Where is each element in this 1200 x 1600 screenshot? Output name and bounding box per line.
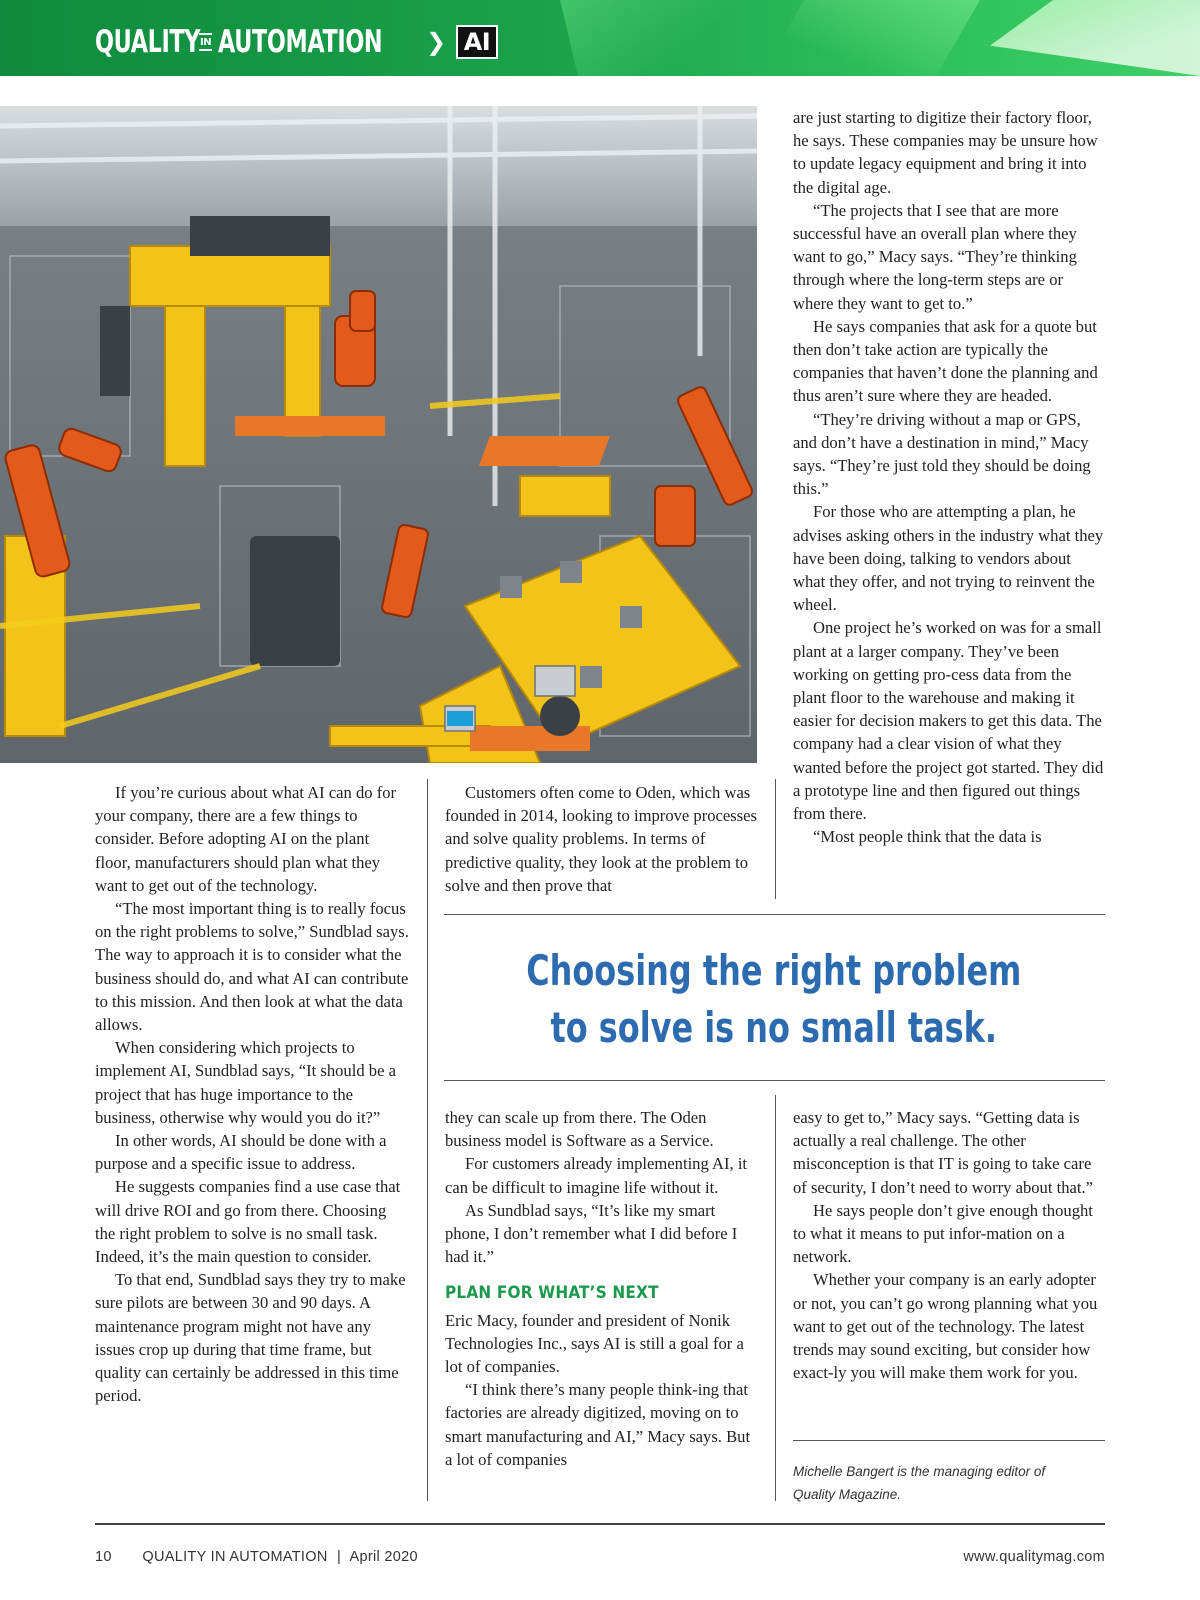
website-link[interactable]: www.qualitymag.com [963, 1549, 1105, 1565]
issue-date: April 2020 [349, 1549, 418, 1565]
paragraph: If you’re curious about what AI can do for your company, there are a few things to consider. Before adopting AI on the plant floor, manufacturers should plan what they want to get out of the technology. [95, 783, 397, 895]
footer-left [95, 1549, 418, 1565]
bio-rule [793, 1440, 1105, 1441]
paragraph: One project he’s worked on was for a small plant at a larger company. They’ve been working on getting pro-cess data from the plant floor to the warehouse and making it easier for decision makers to get this data. The company had a clear vision of what they wanted before the project got started. They did a prototype line and then figured out things from there. [793, 618, 1104, 824]
header-decoration [560, 0, 740, 76]
page-number: 10 [95, 1549, 112, 1565]
footer-rule [95, 1523, 1105, 1525]
column-divider [775, 1095, 776, 1501]
paragraph: As Sundblad says, “It’s like my smart phone, I don’t remember what I did before I had it.” [445, 1200, 738, 1267]
paragraph: He says companies that ask for a quote but then don’t take action are typically the companies that haven’t done the planning and thus aren’t sure where they are headed. [793, 316, 1098, 406]
pull-quote-line: Choosing the right problem [526, 946, 1022, 995]
paragraph: “Most people think that the data is [813, 827, 1042, 847]
paragraph: easy to get to,” Macy says. “Getting data is actually a real challenge. The other misconception is that IT is going to take care of security, I don’t need to worry about that.” [793, 1108, 1093, 1197]
chevron-right-icon: ❯ [426, 28, 446, 56]
paragraph: Whether your company is an early adopter or not, you can’t go wrong planning what you want to get out of the technology. The latest trends may sound exciting, but consider how exact-ly you will make them work for you. [793, 1270, 1098, 1383]
paragraph: “They’re driving without a map or GPS, and don’t have a destination in mind,” Macy says. “They’re just told they should be doing this.” [793, 409, 1091, 499]
paragraph: In other words, AI should be done with a purpose and a specific issue to address. [95, 1131, 387, 1174]
footer-right [963, 1549, 1105, 1565]
pullquote-rule-top [444, 914, 1105, 915]
column-middle-top [445, 781, 757, 897]
header-decoration [760, 0, 980, 76]
pullquote-rule-bottom [444, 1080, 1105, 1081]
brand-automation: AUTOMATION [218, 24, 383, 60]
paragraph: “The projects that I see that are more successful have an overall plan where they want to go,” Macy says. “They’re thinking through where the long-term steps are or where they want to get to.” [793, 200, 1077, 313]
author-bio [793, 1460, 1093, 1506]
paragraph: are just starting to digitize their factory floor, he says. These companies may be unsure how to update legacy equipment and bring it into the digital age. [793, 108, 1098, 197]
brand-in: IN [199, 33, 212, 51]
header-decoration [990, 0, 1200, 76]
factory-robot-line-photo [0, 106, 757, 763]
section-brand [95, 22, 498, 62]
column-divider [427, 779, 428, 1501]
section-subhead: PLAN FOR WHAT’S NEXT [445, 1283, 659, 1304]
section-tag: AI [456, 25, 499, 59]
paragraph: Eric Macy, founder and president of Nonik Technologies Inc., says AI is still a goal for a lot of companies. [445, 1310, 744, 1377]
column-divider [775, 779, 776, 899]
pull-quote [444, 942, 1104, 1056]
paragraph: He suggests companies find a use case that will drive ROI and go from there. Choosing the right problem to solve is no small task. Indeed, it’s the main question to consider. [95, 1177, 401, 1267]
column-right-bottom [793, 1106, 1105, 1384]
paragraph: When considering which projects to implement AI, Sundblad says, “It should be a project that has huge importance to the business, otherwise why would you do it?” [95, 1038, 396, 1127]
column-right-top [793, 106, 1105, 849]
paragraph: they can scale up from there. The Oden business model is Software as a Service. [445, 1108, 714, 1151]
column-left [95, 781, 409, 1407]
bio-line: Quality Magazine. [793, 1487, 902, 1502]
paragraph: Customers often come to Oden, which was founded in 2014, looking to improve processes and solve quality problems. In terms of predictive quality, they look at the problem to solve and then prove that [445, 783, 758, 895]
header-band [0, 0, 1200, 76]
paragraph: For customers already implementing AI, it can be difficult to imagine life without it. [445, 1154, 748, 1197]
column-middle-bottom [445, 1106, 757, 1471]
brand-quality: QUALITY [95, 24, 201, 60]
bio-line: Michelle Bangert is the managing editor of [793, 1464, 1046, 1479]
paragraph: “I think there’s many people think-ing that factories are already digitized, moving on to smart manufacturing and AI,” Macy says. But a lot of companies [445, 1380, 751, 1469]
factory-photo [0, 106, 757, 763]
paragraph: He says people don’t give enough thought to what it means to put infor-mation on a network. [793, 1200, 1093, 1267]
paragraph: For those who are attempting a plan, he advises asking others in the industry what they have been doing, talking to vendors about what they offer, and not trying to reinvent the wheel. [793, 502, 1104, 615]
pull-quote-line: to solve is no small task. [550, 1003, 998, 1052]
paragraph: “The most important thing is to really focus on the right problems to solve,” Sundblad says. The way to approach it is to consider what the business should do, and what AI can contribute to this mission. And then look at what the data allows. [95, 899, 409, 1035]
paragraph: To that end, Sundblad says they try to make sure pilots are between 30 and 90 days. A maintenance program might not have any issues crop up during that time frame, but quality can certainly be addressed in this time period. [95, 1270, 406, 1406]
publication-name: QUALITY IN AUTOMATION [142, 1549, 328, 1565]
footer-separator: | [336, 1549, 342, 1565]
